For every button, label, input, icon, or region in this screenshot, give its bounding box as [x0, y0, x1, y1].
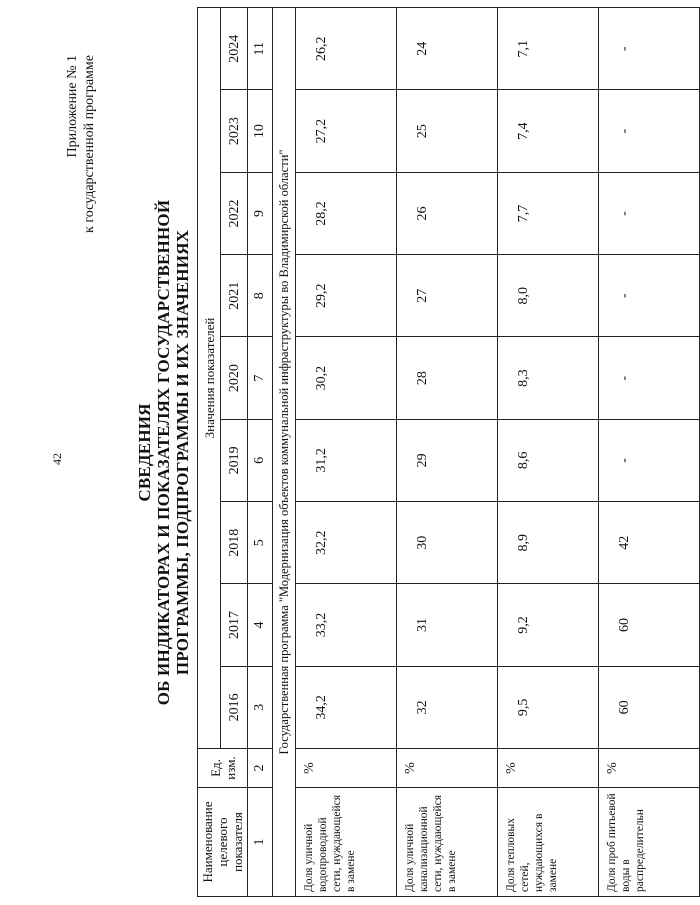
value-cell: 8,3: [498, 337, 599, 419]
value-cell: 7,1: [498, 8, 599, 91]
indicator-unit: %: [296, 749, 397, 788]
value-cell: -: [599, 90, 700, 172]
header-indicator-name: Наименование целевого показателя: [198, 788, 248, 897]
index-cell: 9: [248, 172, 273, 254]
value-cell: 9,2: [498, 584, 599, 666]
index-cell: 7: [248, 337, 273, 419]
value-cell: 34,2: [296, 666, 397, 748]
value-cell: 8,6: [498, 419, 599, 501]
table-row: [498, 8, 599, 897]
index-cell: 8: [248, 255, 273, 337]
value-cell: -: [599, 8, 700, 91]
value-cell: 7,4: [498, 90, 599, 172]
index-cell: 2: [248, 749, 273, 788]
index-cell: 6: [248, 419, 273, 501]
year-cell: 2023: [221, 90, 248, 172]
document-heading: [135, 0, 192, 905]
value-cell: -: [599, 337, 700, 419]
year-cell: 2017: [221, 584, 248, 666]
indicator-unit: %: [498, 749, 599, 788]
value-cell: 29,2: [296, 255, 397, 337]
table-row: [599, 8, 700, 897]
table-row: [296, 8, 397, 897]
value-cell: -: [599, 255, 700, 337]
heading-line-2: ОБ ИНДИКАТОРАХ И ПОКАЗАТЕЛЯХ ГОСУДАРСТВЕННОЙ: [154, 199, 173, 706]
heading-line-1: СВЕДЕНИЯ: [135, 403, 154, 502]
annex-label: [64, 55, 98, 233]
value-cell: 27: [397, 255, 498, 337]
indicators-table: [197, 7, 700, 897]
year-cell: 2016: [221, 666, 248, 748]
index-cell: 5: [248, 502, 273, 584]
value-cell: 31,2: [296, 419, 397, 501]
value-cell: 26,2: [296, 8, 397, 91]
header-values: Значения показателей: [198, 8, 221, 749]
value-cell: 42: [599, 502, 700, 584]
header-unit: Ед. изм.: [198, 749, 248, 788]
value-cell: 25: [397, 90, 498, 172]
value-cell: 30,2: [296, 337, 397, 419]
value-cell: 26: [397, 172, 498, 254]
year-cell: 2021: [221, 255, 248, 337]
year-cell: 2022: [221, 172, 248, 254]
index-cell: 1: [248, 788, 273, 897]
heading-line-3: ПРОГРАММЫ, ПОДПРОГРАММЫ И ИХ ЗНАЧЕНИЯХ: [173, 229, 192, 676]
indicator-name: Доля уличной водопроводной сети, нуждающейся в замене: [296, 788, 397, 897]
value-cell: 60: [599, 584, 700, 666]
table-row: [397, 8, 498, 897]
indicator-unit: %: [397, 749, 498, 788]
indicator-name: Доля уличной канализационной сети, нуждающейся в замене: [397, 788, 498, 897]
column-index-row: [248, 8, 273, 897]
value-cell: 27,2: [296, 90, 397, 172]
value-cell: -: [599, 419, 700, 501]
value-cell: 60: [599, 666, 700, 748]
program-row: [273, 8, 296, 897]
index-cell: 4: [248, 584, 273, 666]
value-cell: -: [599, 172, 700, 254]
value-cell: 7,7: [498, 172, 599, 254]
value-cell: 32,2: [296, 502, 397, 584]
value-cell: 8,9: [498, 502, 599, 584]
index-cell: 10: [248, 90, 273, 172]
page-number: 42: [50, 453, 64, 465]
year-cell: 2018: [221, 502, 248, 584]
value-cell: 30: [397, 502, 498, 584]
annex-subtitle: к государственной программе: [82, 55, 97, 233]
year-cell: 2024: [221, 8, 248, 91]
value-cell: 28: [397, 337, 498, 419]
value-cell: 8,0: [498, 255, 599, 337]
value-cell: 31: [397, 584, 498, 666]
value-cell: 24: [397, 8, 498, 91]
value-cell: 9,5: [498, 666, 599, 748]
year-cell: 2019: [221, 419, 248, 501]
annex-title: Приложение № 1: [65, 55, 80, 158]
indicator-name: Доля тепловых сетей, нуждающихся в замене: [498, 788, 599, 897]
indicator-unit: %: [599, 749, 700, 788]
value-cell: 28,2: [296, 172, 397, 254]
value-cell: 29: [397, 419, 498, 501]
year-cell: 2020: [221, 337, 248, 419]
index-cell: 11: [248, 8, 273, 91]
indicator-name: Доля проб питьевой воды в распределительн: [599, 788, 700, 897]
index-cell: 3: [248, 666, 273, 748]
value-cell: 32: [397, 666, 498, 748]
value-cell: 33,2: [296, 584, 397, 666]
program-title: Государственная программа "Модернизация объектов коммунальной инфраструктуры во Владимирской области": [273, 8, 296, 897]
